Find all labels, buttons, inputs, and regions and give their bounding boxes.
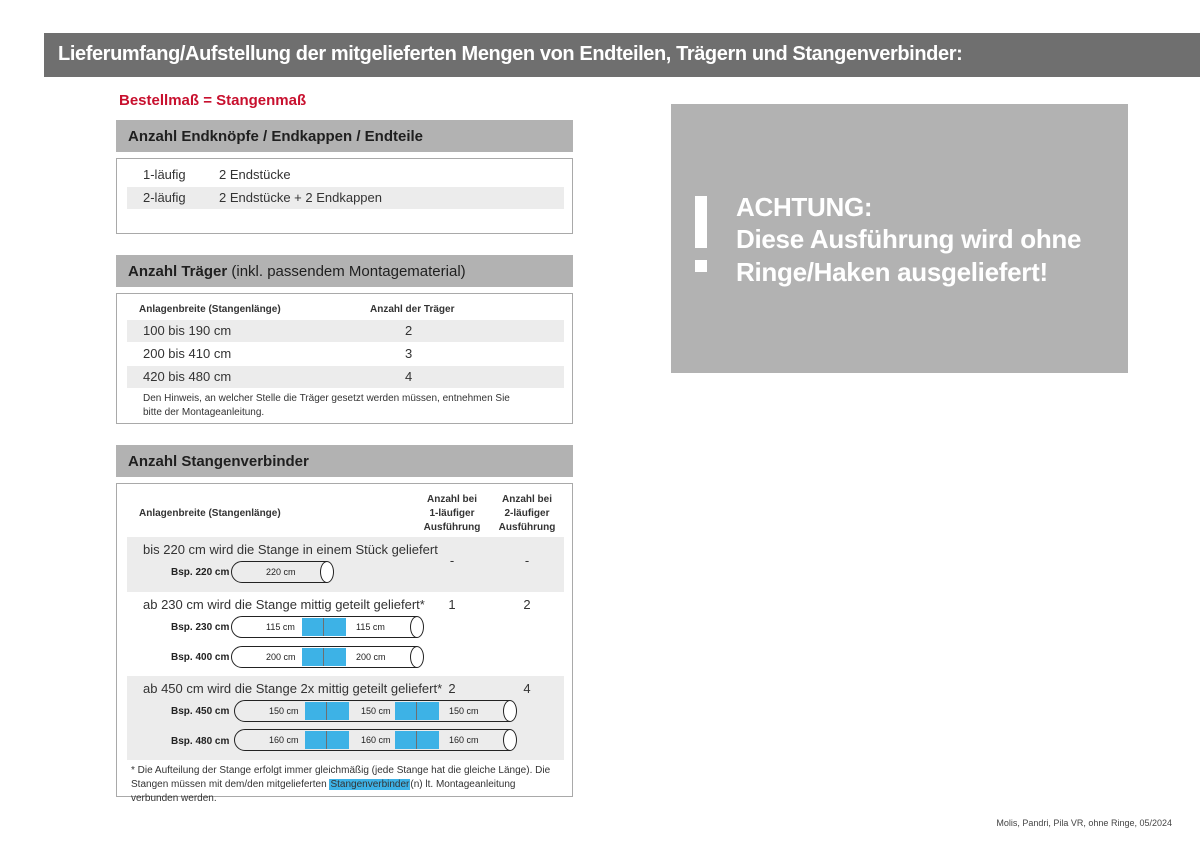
section-header-endteile <box>116 120 573 152</box>
traeger-count: 2 <box>405 323 413 338</box>
verbinder-count-1: - <box>449 553 455 568</box>
verbinder-group <box>127 592 564 675</box>
connector-marker <box>305 702 349 720</box>
verbinder-col-header-width: Anlagenbreite (Stangenlänge) <box>139 508 281 519</box>
table-row <box>127 187 564 209</box>
page-title: Lieferumfang/Aufstellung der mitgelieferten Mengen von Endteilen, Trägern und Stangenverbinder: <box>58 43 963 65</box>
warning-line-2: Diese Ausführung wird ohne <box>736 224 1082 254</box>
rod-segment-label: 160 cm <box>449 735 479 745</box>
example-label: Bsp. 230 cm <box>171 622 230 633</box>
example-label: Bsp. 400 cm <box>171 652 230 663</box>
rod-segment-label: 200 cm <box>266 652 296 662</box>
verbinder-box <box>116 483 573 804</box>
traeger-col-header-count: Anzahl der Träger <box>370 304 455 315</box>
verbinder-group <box>127 676 564 760</box>
rod-diagram <box>231 616 417 638</box>
header-bar <box>44 33 1200 77</box>
connector-marker <box>305 731 349 749</box>
verbinder-group <box>127 537 564 592</box>
warning-line-1: ACHTUNG: <box>736 192 873 222</box>
connector-marker <box>302 648 346 666</box>
verbinder-count-2: - <box>524 553 530 568</box>
verbinder-count-1: 1 <box>448 597 456 612</box>
traeger-range: 100 bis 190 cm <box>143 323 232 338</box>
verbinder-count-2: 2 <box>523 597 531 612</box>
rod-diagram <box>234 729 510 751</box>
highlighted-term: Stangenverbinder <box>330 779 410 790</box>
table-row <box>127 366 564 388</box>
subtitle: Bestellmaß = Stangenmaß <box>119 92 307 109</box>
verbinder-group-desc: ab 230 cm wird die Stange mittig geteilt geliefert* <box>143 597 425 612</box>
connector-marker <box>395 731 439 749</box>
verbinder-group-desc: bis 220 cm wird die Stange in einem Stück geliefert <box>143 542 438 557</box>
warning-box <box>671 104 1128 373</box>
connector-marker <box>395 702 439 720</box>
rod-segment-label: 150 cm <box>361 706 391 716</box>
section-header-verbinder <box>116 445 573 477</box>
connector-marker <box>302 618 346 636</box>
traeger-count: 4 <box>405 369 413 384</box>
rod-diagram <box>231 646 417 668</box>
verbinder-group-desc: ab 450 cm wird die Stange 2x mittig geteilt geliefert* <box>143 681 443 696</box>
rod-segment-label: 160 cm <box>361 735 391 745</box>
footer-note: Molis, Pandri, Pila VR, ohne Ringe, 05/2024 <box>996 818 1172 828</box>
table-row <box>127 320 564 342</box>
rod-diagram <box>231 561 327 583</box>
traeger-range: 420 bis 480 cm <box>143 369 232 384</box>
rod-segment-label: 115 cm <box>266 622 295 632</box>
verbinder-count-1: 2 <box>448 681 456 696</box>
section-title-verbinder: Anzahl Stangenverbinder <box>128 453 309 470</box>
section-header-traeger <box>116 255 573 287</box>
table-row <box>127 164 564 186</box>
verbinder-col-header-2laeufig: Anzahl bei 2-läufiger Ausführung <box>498 494 556 533</box>
rod-segment-label: 160 cm <box>269 735 299 745</box>
section-title-endteile: Anzahl Endknöpfe / Endkappen / Endteile <box>128 128 424 145</box>
traeger-box <box>116 293 573 424</box>
rod-segment-label: 200 cm <box>356 652 386 662</box>
table-row <box>127 343 564 365</box>
traeger-count: 3 <box>405 346 413 361</box>
traeger-note: Den Hinweis, an welcher Stelle die Träger gesetzt werden müssen, entnehmen Sie bitte der Montageanleitung. <box>143 393 510 418</box>
verbinder-count-2: 4 <box>523 681 531 696</box>
verbinder-note: * Die Aufteilung der Stange erfolgt immer gleichmäßig (jede Stange hat die gleiche Länge). Die Stangen müssen mit dem/den mitgelieferten Stangenverbinder(n) lt. Montageanleitung verbunden werden. <box>131 765 551 804</box>
endteile-label: 2-läufig <box>143 190 186 205</box>
endteile-label: 1-läufig <box>143 167 186 182</box>
example-label: Bsp. 450 cm <box>171 706 230 717</box>
traeger-col-header-width: Anlagenbreite (Stangenlänge) <box>139 304 281 315</box>
section-title-traeger: Anzahl Träger (inkl. passendem Montagematerial) <box>128 263 466 280</box>
rod-segment-label: 220 cm <box>266 567 296 577</box>
endteile-value: 2 Endstücke <box>219 167 291 182</box>
rod-segment-label: 115 cm <box>356 622 385 632</box>
warning-line-3: Ringe/Haken ausgeliefert! <box>736 257 1048 287</box>
verbinder-col-header-1laeufig: Anzahl bei 1-läufiger Ausführung <box>423 494 481 533</box>
exclamation-icon <box>695 196 707 248</box>
endteile-value: 2 Endstücke + 2 Endkappen <box>219 190 382 205</box>
rod-segment-label: 150 cm <box>449 706 479 716</box>
traeger-range: 200 bis 410 cm <box>143 346 232 361</box>
rod-segment-label: 150 cm <box>269 706 299 716</box>
example-label: Bsp. 480 cm <box>171 736 230 747</box>
rod-diagram <box>234 700 510 722</box>
example-label: Bsp. 220 cm <box>171 567 230 578</box>
endteile-box <box>116 158 573 234</box>
